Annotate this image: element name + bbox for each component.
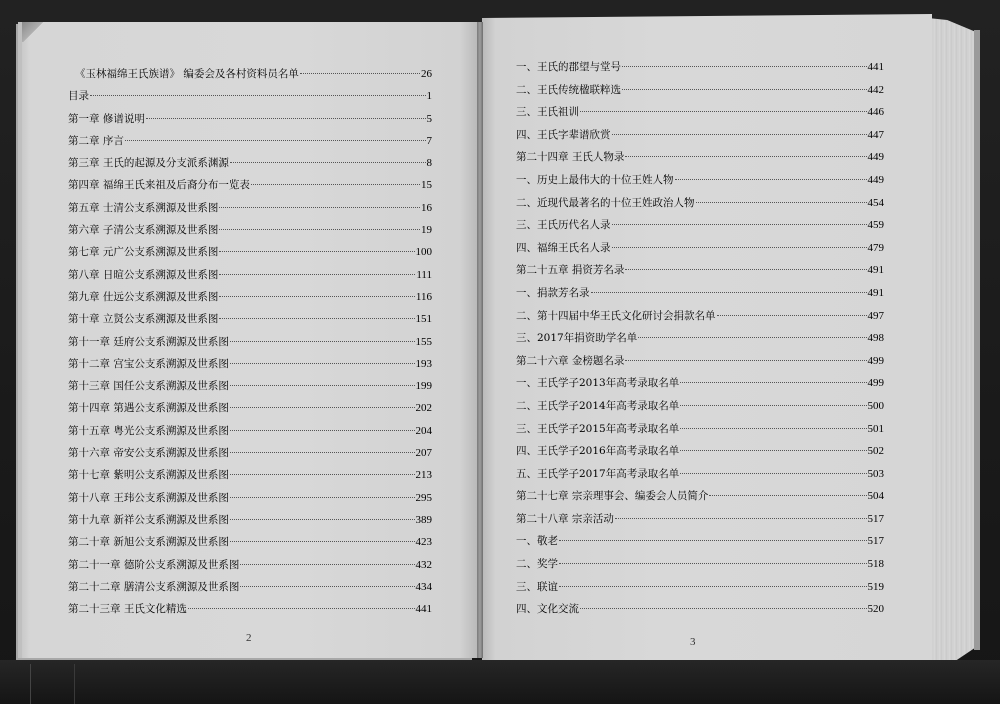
toc-entry-page: 491 (867, 264, 884, 277)
dot-leader (230, 385, 415, 386)
toc-entry-page: 151 (415, 313, 432, 326)
toc-entry (516, 530, 884, 553)
toc-entry-title: 第二章 序言 (68, 134, 124, 147)
dot-leader (240, 586, 414, 587)
dot-leader (559, 563, 867, 564)
toc-entry (68, 353, 432, 375)
dot-leader (615, 518, 867, 519)
toc-entry-title: 第十二章 宫宝公支系溯源及世系图 (68, 357, 229, 370)
toc-entry-title: 四、福绵王氏名人录 (516, 241, 611, 254)
cover-edge (974, 30, 980, 650)
toc-entry-page: 19 (421, 224, 432, 237)
toc-entry-title: 二、近现代最著名的十位王姓政治人物 (516, 196, 695, 209)
page-block-edges (928, 18, 976, 660)
dot-leader (612, 134, 867, 135)
toc-entry (68, 264, 432, 286)
toc-entry-page: 501 (867, 422, 884, 435)
toc-entry-page: 434 (415, 580, 432, 593)
toc-entry-title: 目录 (68, 90, 89, 103)
toc-entry-title: 第二十八章 宗亲活动 (516, 512, 614, 525)
toc-entry-page: 423 (415, 536, 432, 549)
dot-leader (251, 184, 420, 185)
toc-entry-page: 520 (867, 603, 884, 616)
toc-entry-page: 449 (867, 173, 884, 186)
toc-entry-page: 497 (867, 309, 884, 322)
toc-entry-title: 第八章 日暄公支系溯源及世系图 (68, 268, 219, 281)
toc-entry-title: 四、文化交流 (516, 603, 579, 616)
toc-entry (516, 124, 884, 147)
toc-entry-title: 第十章 立贤公支系溯源及世系图 (68, 313, 219, 326)
toc-entry (68, 554, 432, 576)
toc-entry-title: 第二十七章 宗亲理事会、编委会人员简介 (516, 490, 709, 503)
dot-leader (219, 318, 414, 319)
dot-leader (709, 495, 866, 496)
toc-entry-title: 三、王氏学子2015年高考录取名单 (516, 422, 680, 435)
dot-leader (219, 296, 415, 297)
toc-left-list (68, 63, 432, 620)
toc-entry-page: 199 (415, 380, 432, 393)
toc-entry-title: 三、王氏祖训 (516, 106, 579, 119)
dot-leader (230, 541, 415, 542)
toc-entry-page: 1 (426, 90, 432, 103)
toc-entry (516, 553, 884, 576)
toc-entry-page: 499 (867, 377, 884, 390)
dot-leader (230, 407, 415, 408)
dot-leader (559, 540, 867, 541)
toc-entry-page: 499 (867, 354, 884, 367)
toc-entry-page: 111 (416, 268, 432, 281)
dot-leader (680, 428, 866, 429)
page-number-right: 3 (690, 636, 696, 648)
toc-entry-title: 第十五章 粤光公支系溯源及世系图 (68, 424, 229, 437)
toc-entry-page: 449 (867, 151, 884, 164)
dot-leader (230, 452, 415, 453)
toc-entry-page: 295 (415, 491, 432, 504)
toc-entry-page: 491 (867, 286, 884, 299)
toc-entry-title: 第六章 子清公支系溯源及世系图 (68, 224, 219, 237)
toc-entry-page: 441 (415, 603, 432, 616)
toc-entry-title: 五、王氏学子2017年高考录取名单 (516, 467, 680, 480)
toc-entry-title: 二、奖学 (516, 558, 558, 571)
toc-entry-page: 7 (426, 134, 432, 147)
toc-entry-title: 二、王氏传统楹联粹选 (516, 83, 621, 96)
toc-entry-page: 16 (421, 201, 432, 214)
toc-entry-title: 四、王氏字辈谱欣赏 (516, 128, 611, 141)
toc-entry-page: 155 (415, 335, 432, 348)
toc-entry-title: 一、敬老 (516, 535, 558, 548)
toc-entry-title: 第二十五章 捐资芳名录 (516, 264, 625, 277)
dot-leader (612, 247, 867, 248)
toc-entry-page: 15 (421, 179, 432, 192)
toc-entry-page: 202 (415, 402, 432, 415)
toc-entry-page: 204 (415, 424, 432, 437)
toc-entry-title: 第七章 元广公支系溯源及世系图 (68, 246, 219, 259)
dot-leader (219, 207, 420, 208)
page-number-left: 2 (246, 632, 252, 644)
dot-leader (240, 564, 414, 565)
dot-leader (188, 608, 415, 609)
toc-entry (516, 372, 884, 395)
surface-seam (30, 664, 31, 704)
toc-entry-title: 第一章 修谱说明 (68, 112, 145, 125)
dot-leader (219, 274, 415, 275)
dot-leader (680, 405, 866, 406)
toc-entry-title: 第十六章 帝安公支系溯源及世系图 (68, 447, 229, 460)
toc-entry (68, 464, 432, 486)
toc-entry-title: 第九章 仕远公支系溯源及世系图 (68, 290, 219, 303)
toc-entry-title: 第十七章 紫明公支系溯源及世系图 (68, 469, 229, 482)
toc-entry-title: 第十九章 新祥公支系溯源及世系图 (68, 513, 229, 526)
dot-leader (580, 608, 867, 609)
toc-entry (516, 214, 884, 237)
dot-leader (625, 156, 866, 157)
toc-entry-title: 三、2017年捐资助学名单 (516, 332, 638, 345)
dot-leader (230, 341, 415, 342)
toc-entry-title: 第二十四章 王氏人物录 (516, 151, 625, 164)
toc-entry-page: 207 (415, 447, 432, 460)
dot-leader (230, 363, 415, 364)
toc-entry (516, 237, 884, 260)
toc-entry-page: 100 (415, 246, 432, 259)
dot-leader (580, 111, 867, 112)
toc-entry (68, 397, 432, 419)
toc-entry (516, 463, 884, 486)
dot-leader (300, 73, 420, 74)
surface-seam (74, 664, 75, 704)
toc-entry (516, 169, 884, 192)
toc-entry (68, 152, 432, 174)
toc-entry (68, 85, 432, 107)
dot-leader (622, 89, 867, 90)
toc-entry (68, 219, 432, 241)
dot-leader (696, 202, 867, 203)
toc-entry (516, 327, 884, 350)
toc-entry-title: 第十一章 廷府公支系溯源及世系图 (68, 335, 229, 348)
dot-leader (146, 118, 426, 119)
dot-leader (591, 292, 867, 293)
dot-leader (625, 269, 866, 270)
toc-entry (68, 420, 432, 442)
toc-entry (516, 440, 884, 463)
toc-entry (68, 509, 432, 531)
dot-leader (680, 382, 866, 383)
toc-entry-page: 5 (426, 112, 432, 125)
toc-entry (516, 576, 884, 599)
toc-entry (516, 101, 884, 124)
toc-entry-title: 二、第十四届中华王氏文化研讨会捐款名单 (516, 309, 716, 322)
dark-surface (0, 660, 1000, 704)
dot-leader (90, 95, 426, 96)
toc-entry-page: 389 (415, 513, 432, 526)
dot-leader (230, 474, 415, 475)
toc-entry (68, 442, 432, 464)
toc-entry (68, 487, 432, 509)
dot-leader (638, 337, 866, 338)
toc-entry-title: 《玉林福绵王氏族谱》 编委会及各村资料员名单 (75, 68, 299, 80)
toc-entry-page: 519 (867, 580, 884, 593)
dot-leader (230, 519, 415, 520)
toc-entry-title: 第四章 福绵王氏来祖及后裔分布一览表 (68, 179, 250, 192)
toc-entry-title: 第二十章 新旭公支系溯源及世系图 (68, 536, 229, 549)
toc-entry-title: 三、联谊 (516, 580, 558, 593)
toc-entry-title: 第二十三章 王氏文化精选 (68, 603, 187, 616)
toc-entry (516, 282, 884, 305)
dot-leader (219, 229, 420, 230)
toc-entry (68, 331, 432, 353)
toc-entry-page: 213 (415, 469, 432, 482)
toc-entry-page: 498 (867, 332, 884, 345)
toc-entry-page: 500 (867, 399, 884, 412)
toc-entry (68, 286, 432, 308)
toc-entry-title: 第二十一章 德阶公支系溯源及世系图 (68, 558, 240, 571)
dot-leader (219, 251, 414, 252)
dot-leader (230, 162, 426, 163)
toc-entry (68, 63, 432, 85)
toc-entry-title: 第五章 士清公支系溯源及世系图 (68, 201, 219, 214)
toc-entry-title: 四、王氏学子2016年高考录取名单 (516, 445, 680, 458)
toc-entry (68, 241, 432, 263)
toc-entry (516, 350, 884, 373)
toc-entry (68, 108, 432, 130)
toc-entry-page: 518 (867, 558, 884, 571)
toc-entry (68, 174, 432, 196)
toc-entry (68, 598, 432, 620)
toc-entry-page: 504 (867, 490, 884, 503)
dot-leader (559, 586, 867, 587)
toc-entry-title: 第二十六章 金榜题名录 (516, 354, 625, 367)
dot-leader (625, 360, 866, 361)
toc-entry-page: 454 (867, 196, 884, 209)
toc-entry-title: 第二十二章 膳清公支系溯源及世系图 (68, 580, 240, 593)
toc-entry (516, 56, 884, 79)
dot-leader (680, 473, 866, 474)
toc-entry (516, 305, 884, 328)
book-gutter (477, 22, 483, 658)
toc-entry (68, 197, 432, 219)
toc-entry-title: 一、历史上最伟大的十位王姓人物 (516, 173, 674, 186)
toc-entry-title: 二、王氏学子2014年高考录取名单 (516, 399, 680, 412)
toc-entry-page: 26 (421, 68, 432, 80)
toc-entry (516, 395, 884, 418)
dot-leader (680, 450, 866, 451)
dot-leader (675, 179, 867, 180)
toc-entry (68, 130, 432, 152)
toc-entry-page: 432 (415, 558, 432, 571)
toc-entry-page: 446 (867, 106, 884, 119)
toc-entry-title: 一、捐款芳名录 (516, 286, 590, 299)
toc-entry (68, 576, 432, 598)
toc-entry-page: 8 (426, 157, 432, 170)
toc-entry (516, 598, 884, 621)
dot-leader (125, 140, 426, 141)
toc-entry-page: 517 (867, 512, 884, 525)
toc-entry (516, 485, 884, 508)
toc-entry (516, 508, 884, 531)
toc-entry-title: 第十八章 王玮公支系溯源及世系图 (68, 491, 229, 504)
toc-entry (68, 375, 432, 397)
toc-entry-page: 503 (867, 467, 884, 480)
toc-entry-title: 一、王氏学子2013年高考录取名单 (516, 377, 680, 390)
dot-leader (612, 224, 867, 225)
toc-entry (516, 146, 884, 169)
toc-entry-page: 479 (867, 241, 884, 254)
toc-entry-page: 193 (415, 357, 432, 370)
toc-entry-page: 459 (867, 219, 884, 232)
toc-entry-page: 441 (867, 61, 884, 73)
toc-entry-title: 一、王氏的郡望与堂号 (516, 61, 621, 73)
toc-entry-page: 517 (867, 535, 884, 548)
toc-entry (516, 79, 884, 102)
toc-entry-title: 三、王氏历代名人录 (516, 219, 611, 232)
dot-leader (622, 66, 867, 67)
toc-entry (68, 308, 432, 330)
dot-leader (230, 430, 415, 431)
toc-entry-title: 第十四章 第遇公支系溯源及世系图 (68, 402, 229, 415)
folded-corner (22, 22, 44, 42)
toc-entry-page: 442 (867, 83, 884, 96)
dot-leader (717, 315, 867, 316)
toc-entry-title: 第十三章 国任公支系溯源及世系图 (68, 380, 229, 393)
dot-leader (230, 497, 415, 498)
toc-entry (516, 418, 884, 441)
toc-entry-title: 第三章 王氏的起源及分支派系渊源 (68, 157, 229, 170)
toc-right-list (516, 56, 884, 621)
toc-entry-page: 447 (867, 128, 884, 141)
toc-entry-page: 116 (415, 290, 432, 303)
toc-entry-page: 502 (867, 445, 884, 458)
toc-entry (516, 259, 884, 282)
toc-entry (516, 192, 884, 215)
toc-entry (68, 531, 432, 553)
